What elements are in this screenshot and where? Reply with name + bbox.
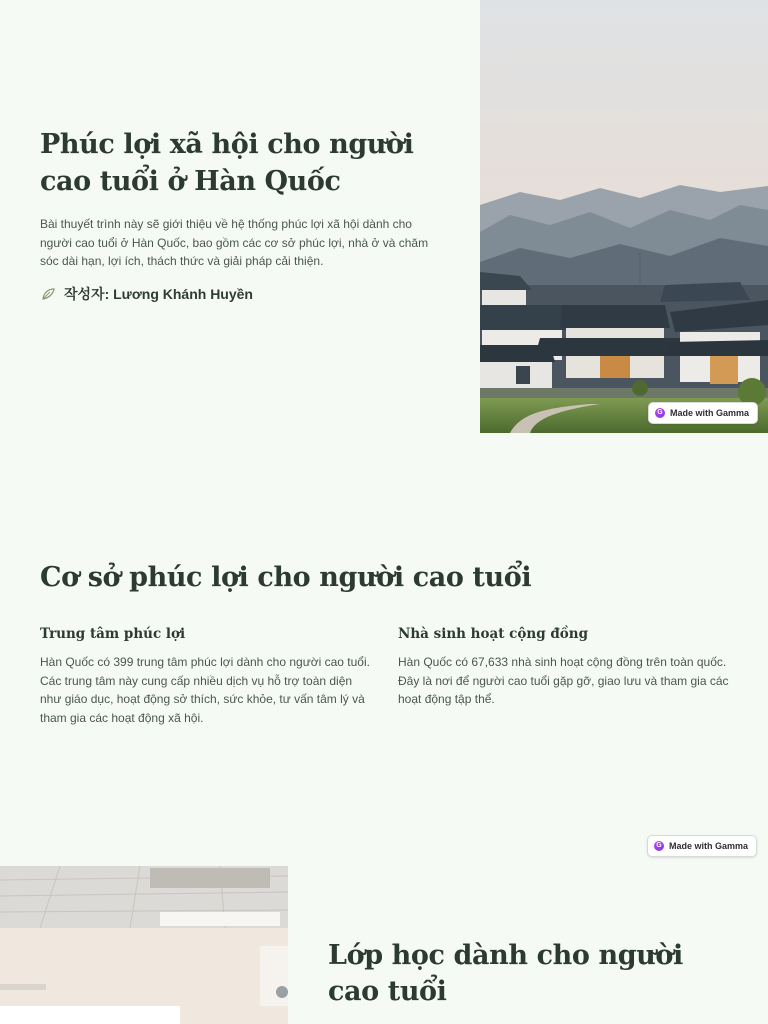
facility-column-welfare-center <box>40 624 375 727</box>
village-mountain-photo <box>480 0 768 433</box>
page-title: Phúc lợi xã hội cho người cao tuổi ở Hàn Quốc <box>40 129 414 197</box>
column-text: Hàn Quốc có 399 trung tâm phúc lợi dành cho người cao tuổi. Các trung tâm này cung cấp nhiều dịch vụ hỗ trợ toàn diện như giáo dục, hoạt động sở thích, sức khỏe, tư vấn tâm lý và tham gia các hoạt động xã hội. <box>40 655 370 725</box>
section-title-classes: Lớp học dành cho người cao tuổi <box>328 940 683 1007</box>
gamma-logo-icon: G <box>655 408 665 418</box>
column-text: Hàn Quốc có 67,633 nhà sinh hoạt cộng đồng trên toàn quốc. Đây là nơi để người cao tuổi gặp gỡ, giao lưu và tham gia các hoạt động tập thể. <box>398 655 729 706</box>
author-name: 작성자: Lương Khánh Huyền <box>64 286 253 302</box>
gamma-logo-icon: G <box>654 841 664 851</box>
leaf-icon <box>40 286 56 302</box>
badge-label: Made with Gamma <box>669 841 749 851</box>
made-with-gamma-badge[interactable] <box>647 835 757 857</box>
column-heading: Nhà sinh hoạt cộng đồng <box>398 626 589 642</box>
badge-label: Made with Gamma <box>670 408 750 418</box>
classroom-photo <box>0 866 288 1024</box>
section-title-facilities: Cơ sở phúc lợi cho người cao tuổi <box>40 562 532 593</box>
author-line <box>40 284 253 304</box>
column-heading: Trung tâm phúc lợi <box>40 626 186 642</box>
facility-column-community-house <box>398 624 733 709</box>
made-with-gamma-badge[interactable] <box>648 402 758 424</box>
intro-description: Bài thuyết trình này sẽ giới thiệu về hệ thống phúc lợi xã hội dành cho người cao tuổi ở Hàn Quốc, bao gồm các cơ sở phúc lợi, nhà ở và chăm sóc dài hạn, lợi ích, thách thức và giải pháp cải thiện. <box>40 217 429 268</box>
